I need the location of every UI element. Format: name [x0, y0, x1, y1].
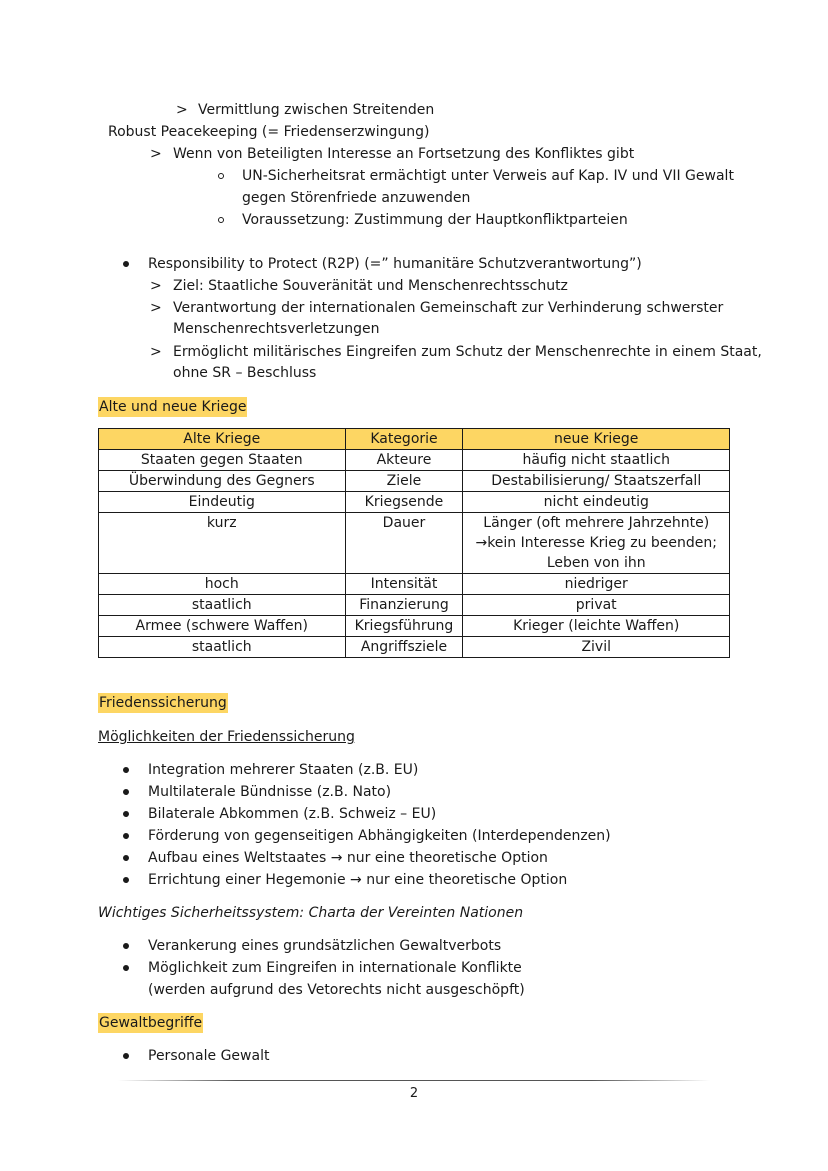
- bullet-icon: [123, 877, 129, 883]
- list-item-continuation: (werden aufgrund des Vetorechts nicht ausgeschöpft): [148, 982, 525, 998]
- cell-line: →kein Interesse Krieg zu beenden;: [475, 535, 717, 551]
- table-cell: Armee (schwere Waffen): [99, 616, 346, 637]
- column-header: Alte Kriege: [99, 429, 346, 450]
- table-cell: Kriegsführung: [345, 616, 463, 637]
- table-cell: Staaten gegen Staaten: [99, 450, 346, 471]
- list-item: Möglichkeit zum Eingreifen in internationale Konflikte: [148, 960, 522, 976]
- bullet-icon: [123, 811, 129, 817]
- table-cell: Akteure: [345, 450, 463, 471]
- table-cell: Eindeutig: [99, 492, 346, 513]
- text-line: ohne SR – Beschluss: [173, 365, 317, 381]
- table-cell: häufig nicht staatlich: [463, 450, 730, 471]
- table-cell: Dauer: [345, 513, 463, 574]
- text-line: Ziel: Staatliche Souveränität und Menschenrechtsschutz: [173, 278, 568, 294]
- security-system-title: Wichtiges Sicherheitssystem: Charta der Vereinten Nationen: [98, 905, 524, 921]
- bullet-icon: [123, 965, 129, 971]
- table-cell: nicht eindeutig: [463, 492, 730, 513]
- footer-divider: [118, 1080, 710, 1081]
- column-header: Kategorie: [345, 429, 463, 450]
- text-line: Responsibility to Protect (R2P) (=” humanitäre Schutzverantwortung”): [148, 256, 642, 272]
- table-row: [99, 492, 730, 513]
- text-line: Menschenrechtsverletzungen: [173, 321, 380, 337]
- list-item: Personale Gewalt: [148, 1048, 270, 1064]
- table-cell: Kriegsende: [345, 492, 463, 513]
- table-row: [99, 595, 730, 616]
- table-row: [99, 637, 730, 658]
- cell-line: Leben von ihn: [546, 555, 646, 571]
- table-cell: Intensität: [345, 574, 463, 595]
- bullet-icon: [123, 943, 129, 949]
- list-item: Bilaterale Abkommen (z.B. Schweiz – EU): [148, 806, 437, 822]
- peace-subheading: Möglichkeiten der Friedenssicherung: [98, 729, 355, 745]
- bullet-icon: [123, 261, 129, 267]
- table-row: [99, 574, 730, 595]
- table-row: [99, 471, 730, 492]
- sub-bullet-icon: [218, 173, 224, 179]
- arrow-marker: >: [150, 344, 162, 360]
- text-line: Ermöglicht militärisches Eingreifen zum Schutz der Menschenrechte in einem Staat,: [173, 344, 762, 360]
- text-line: Voraussetzung: Zustimmung der Hauptkonfliktparteien: [242, 212, 628, 228]
- page-number: 2: [409, 1086, 419, 1101]
- cell-line: Länger (oft mehrere Jahrzehnte): [483, 515, 710, 531]
- table-cell: Krieger (leichte Waffen): [463, 616, 730, 637]
- table-row: [99, 450, 730, 471]
- wars-table: [98, 428, 730, 658]
- bullet-icon: [123, 767, 129, 773]
- table-row: [99, 616, 730, 637]
- arrow-marker: >: [176, 102, 188, 118]
- wars-heading: Alte und neue Kriege: [99, 399, 247, 415]
- table-cell: Angriffsziele: [345, 637, 463, 658]
- table-cell: Finanzierung: [345, 595, 463, 616]
- list-item: Aufbau eines Weltstaates → nur eine theoretische Option: [148, 850, 548, 866]
- text-line: UN-Sicherheitsrat ermächtigt unter Verweis auf Kap. IV und VII Gewalt: [242, 168, 734, 184]
- bullet-icon: [123, 855, 129, 861]
- list-item: Errichtung einer Hegemonie → nur eine theoretische Option: [148, 872, 568, 888]
- table-row: [99, 513, 730, 574]
- text-line: Verantwortung der internationalen Gemeinschaft zur Verhinderung schwerster: [173, 300, 724, 316]
- list-item: Förderung von gegenseitigen Abhängigkeiten (Interdependenzen): [148, 828, 611, 844]
- bullet-icon: [123, 1053, 129, 1059]
- text-line: Vermittlung zwischen Streitenden: [198, 102, 435, 118]
- table-cell: Zivil: [463, 637, 730, 658]
- table-cell: kurz: [99, 513, 346, 574]
- list-item: Multilaterale Bündnisse (z.B. Nato): [148, 784, 392, 800]
- table-cell: staatlich: [99, 637, 346, 658]
- bullet-icon: [123, 789, 129, 795]
- table-cell: privat: [463, 595, 730, 616]
- list-item: Verankerung eines grundsätzlichen Gewaltverbots: [148, 938, 502, 954]
- sub-bullet-icon: [218, 217, 224, 223]
- arrow-marker: >: [150, 146, 162, 162]
- table-cell: hoch: [99, 574, 346, 595]
- table-cell: Destabilisierung/ Staatszerfall: [463, 471, 730, 492]
- text-line: Wenn von Beteiligten Interesse an Fortsetzung des Konfliktes gibt: [173, 146, 635, 162]
- list-item: Integration mehrerer Staaten (z.B. EU): [148, 762, 419, 778]
- peace-heading: Friedenssicherung: [99, 695, 227, 711]
- table-cell: staatlich: [99, 595, 346, 616]
- arrow-marker: >: [150, 278, 162, 294]
- table-cell: Überwindung des Gegners: [99, 471, 346, 492]
- column-header: neue Kriege: [463, 429, 730, 450]
- arrow-marker: >: [150, 300, 162, 316]
- table-cell-multiline: [463, 513, 730, 574]
- text-line: gegen Störenfriede anzuwenden: [242, 190, 471, 206]
- robust-peacekeeping-title: Robust Peacekeeping (= Friedenserzwingung): [108, 124, 430, 140]
- bullet-icon: [123, 833, 129, 839]
- table-cell: niedriger: [463, 574, 730, 595]
- table-cell: Ziele: [345, 471, 463, 492]
- table-header-row: [99, 429, 730, 450]
- violence-heading: Gewaltbegriffe: [99, 1015, 203, 1031]
